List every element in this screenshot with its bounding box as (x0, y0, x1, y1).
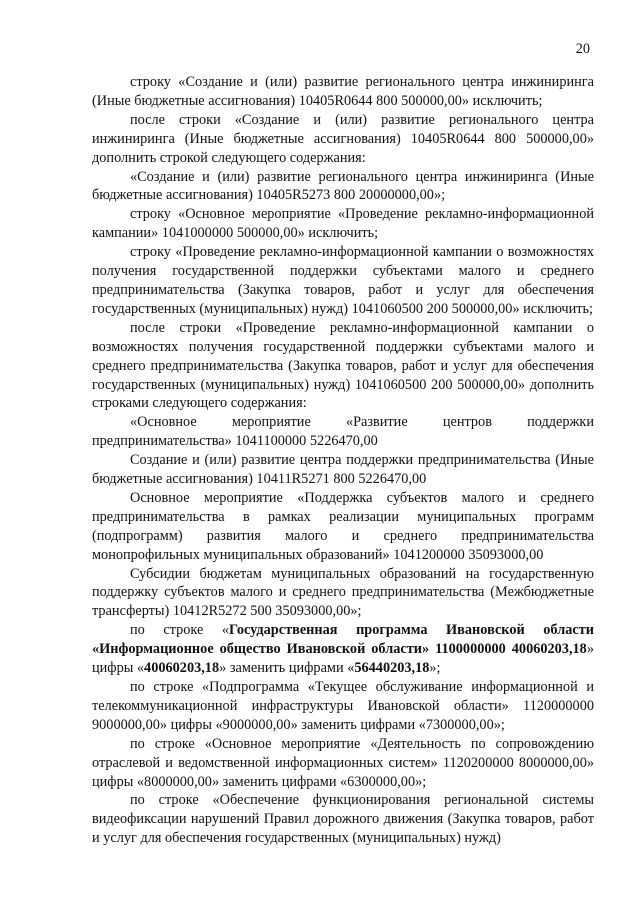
page-number: 20 (575, 41, 590, 57)
bold-text: 56440203,18 (354, 660, 430, 677)
paragraph (92, 205, 594, 243)
bold-text: Государственная программа Ивановской области «Информационное общество Ивановской области» 1100000000 40060203,18 (92, 622, 594, 658)
paragraph (92, 791, 594, 848)
text-run: по строке « (130, 622, 230, 639)
paragraph (92, 413, 594, 451)
text-run: после строки «Создание и (или) развитие регионального центра инжиниринга (Иные бюджетные ассигнования) 10405R0644 800 500000,00» дополнить строкой следующего содержания: (92, 111, 594, 166)
text-run: » заменить цифрами « (219, 660, 355, 677)
paragraph (92, 735, 594, 792)
text-run: по строке «Обеспечение функционирования региональной системы видеофиксации нарушений Правил дорожного движения (Закупка товаров, работ и услуг для обеспечения государственных (муниципальных) нужд) (92, 792, 594, 847)
text-run: строку «Создание и (или) развитие регионального центра инжиниринга (Иные бюджетные ассигнования) 10405R0644 800 500000,00» исключить; (92, 74, 594, 109)
paragraph (92, 451, 594, 489)
document-body (92, 73, 594, 848)
paragraph (92, 111, 594, 168)
paragraph (92, 168, 594, 206)
bold-text: 40060203,18 (144, 660, 220, 677)
paragraph (92, 243, 594, 319)
paragraph (92, 319, 594, 414)
text-run: Субсидии бюджетам муниципальных образований на государственную поддержку субъектов малого и среднего предпринимательства (Межбюджетные трансферты) 10412R5272 500 35093000,00»; (92, 565, 594, 620)
text-run: »; (429, 660, 441, 677)
paragraph (92, 73, 594, 111)
paragraph (92, 621, 594, 678)
text-run: » цифры « (92, 641, 594, 677)
paragraph (92, 489, 594, 565)
text-run: после строки «Проведение рекламно-информационной кампании о возможностях получения государственной поддержки субъектами малого и среднего предпринимательства (Закупка товаров, работ и услуг для обеспечения государственных (муниципальных) нужд) 1041060500 200 500000,00» дополнить строками следующего содержания: (92, 319, 594, 412)
paragraph (92, 565, 594, 622)
text-run: Создание и (или) развитие центра поддержки предпринимательства (Иные бюджетные ассигнования) 10411R5271 800 5226470,00 (92, 452, 594, 488)
text-run: по строке «Подпрограмма «Текущее обслуживание информационной и телекоммуникационной инфраструктуры Ивановской области» 1120000000 9000000,00» цифры «9000000,00» заменить цифрами «7300000,00»; (92, 679, 594, 733)
text-run: строку «Проведение рекламно-информационной кампании о возможностях получения государственной поддержки субъектами малого и среднего предпринимательства (Закупка товаров, работ и услуг для обеспечения государственных (муниципальных) нужд) 1041060500 200 500000,00» исключить; (92, 244, 594, 317)
text-run: «Создание и (или) развитие регионального центра инжиниринга (Иные бюджетные ассигнования) 10405R5273 800 20000000,00»; (92, 168, 594, 204)
text-run: строку «Основное мероприятие «Проведение рекламно-информационной кампании» 1041000000 500000,00» исключить; (92, 206, 594, 242)
text-run: «Основное мероприятие «Развитие центров поддержки предпринимательства» 1041100000 5226470,00 (92, 414, 594, 450)
text-run: по строке «Основное мероприятие «Деятельность по сопровождению отраслевой и ведомственной информационных систем» 1120200000 8000000,00» цифры «8000000,00» заменить цифрами «6300000,00»; (92, 735, 594, 790)
text-run: Основное мероприятие «Поддержка субъектов малого и среднего предпринимательства в рамках реализации муниципальных программ (подпрограмм) развития малого и среднего предпринимательства монопрофильных муниципальных образований» 1041200000 35093000,00 (92, 489, 594, 563)
paragraph (92, 678, 594, 735)
